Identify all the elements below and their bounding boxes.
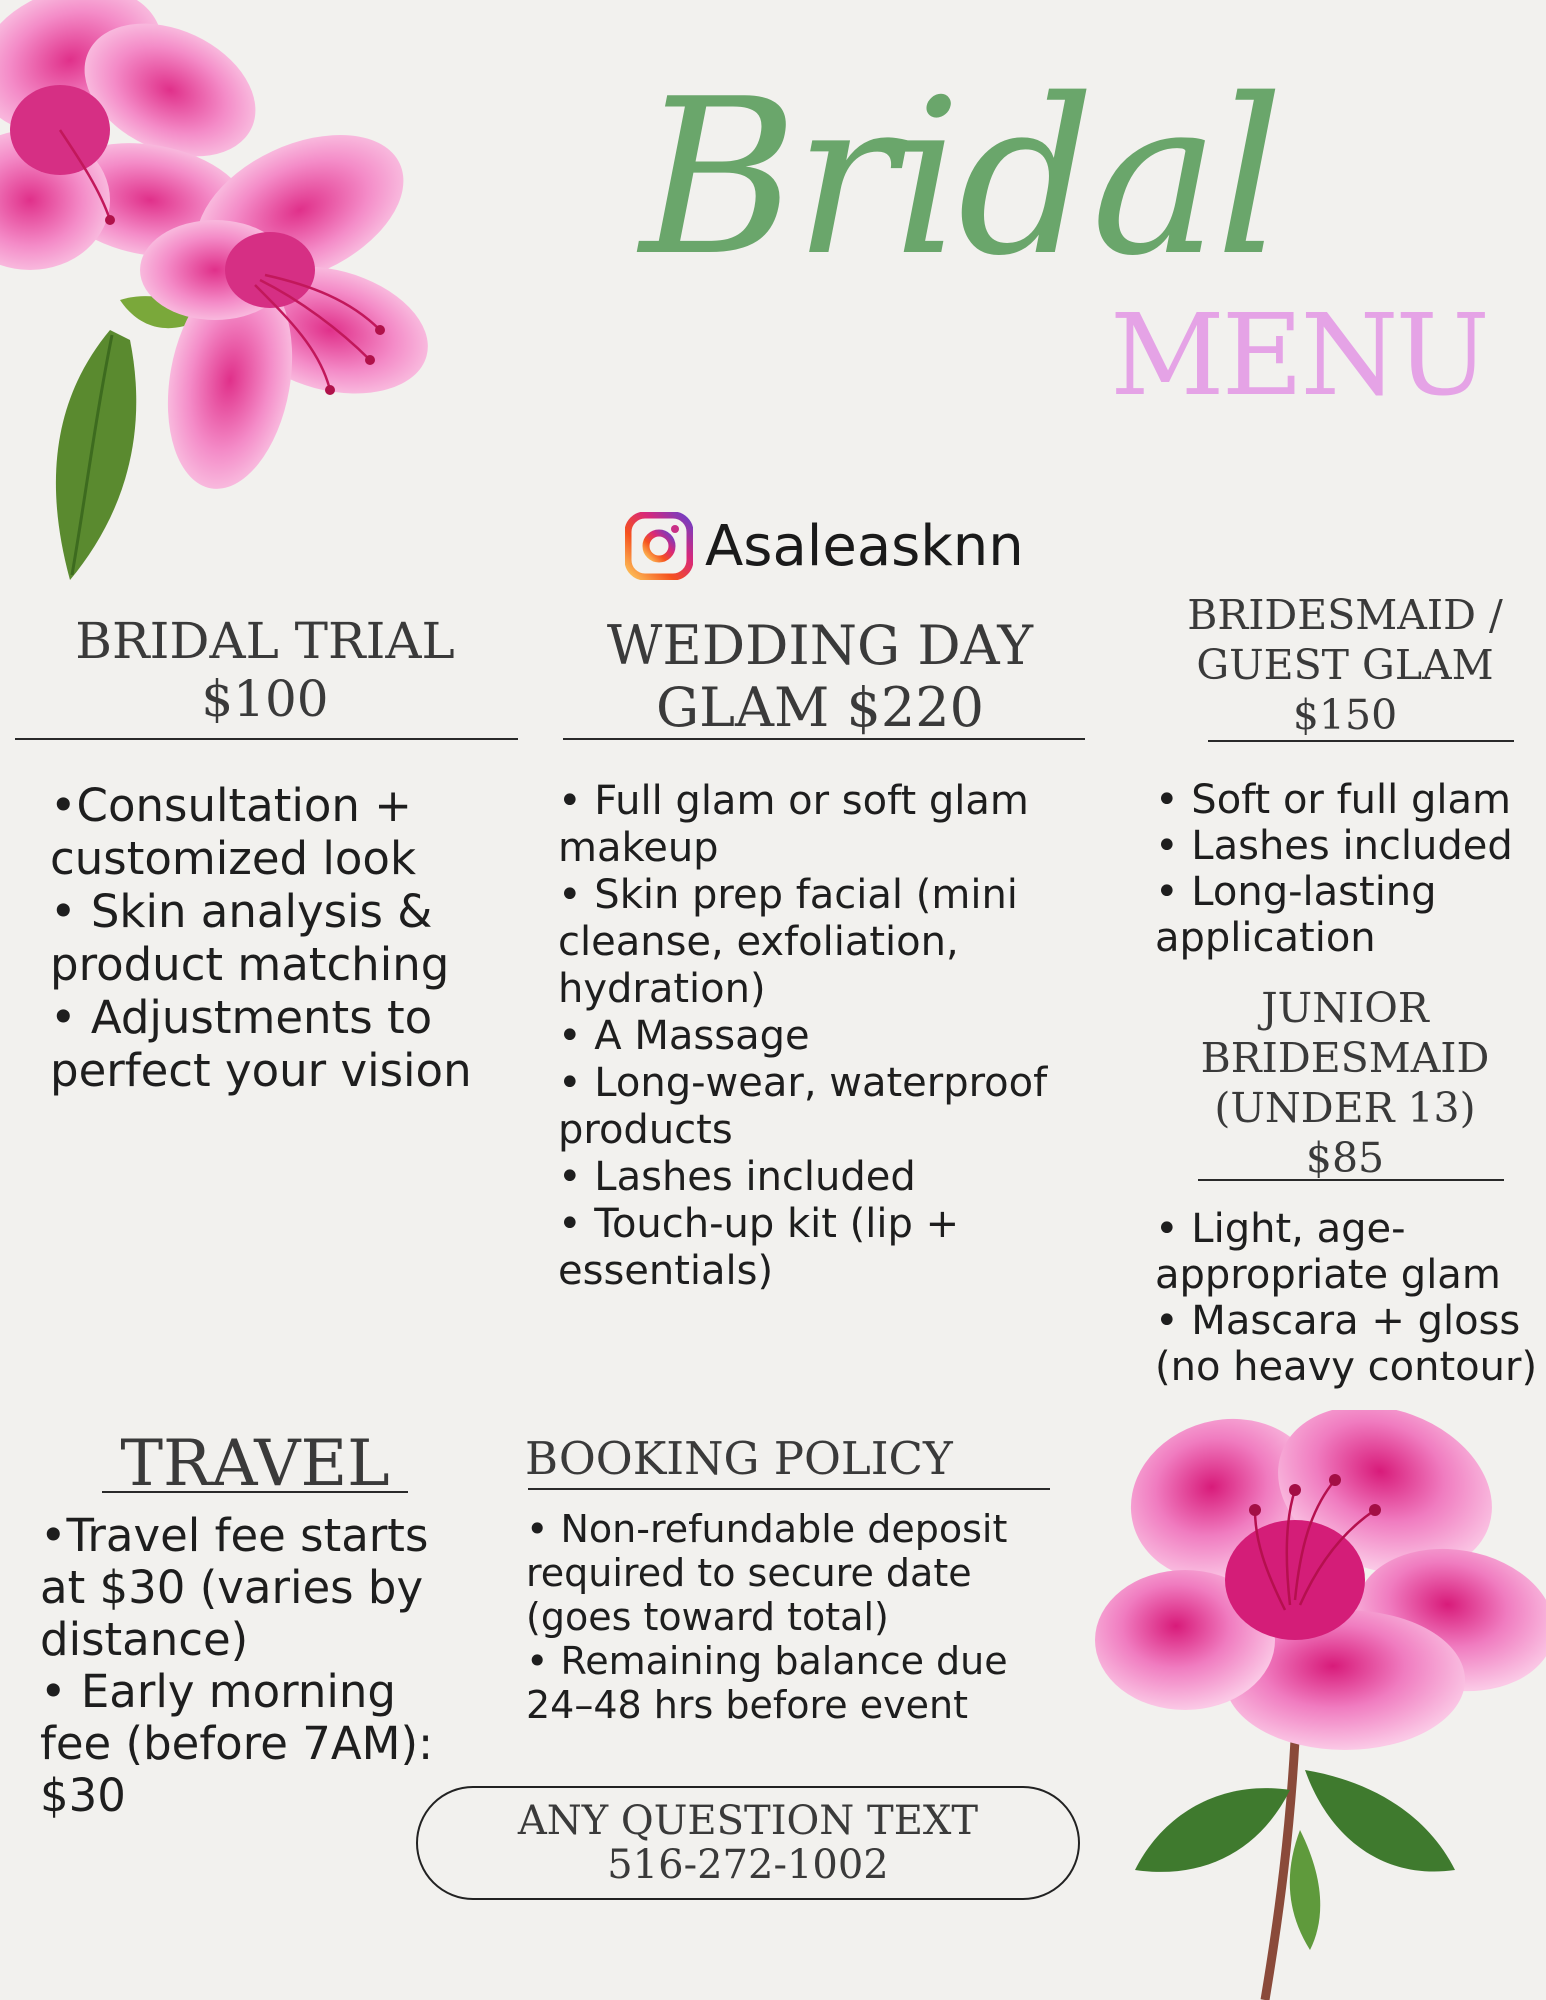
package-items-wedding-day: • Full glam or soft glam makeup • Skin prep facial (mini cleanse, exfoliation, hydration) • A Massage • Long-wear, waterproof products • Lashes included • Touch-up kit (lip + essentials)	[558, 778, 1048, 1294]
package-heading-wedding-day	[560, 615, 1080, 739]
package-name: BRIDESMAID / GUEST GLAM	[1187, 591, 1503, 690]
package-heading-junior-bridesmaid	[1180, 983, 1510, 1183]
travel-heading: TRAVEL	[120, 1427, 390, 1501]
package-price: $85	[1305, 1134, 1385, 1183]
package-heading-bridal-trial	[20, 613, 510, 728]
package-price: $150	[1292, 691, 1398, 740]
package-name: BRIDAL TRIAL	[75, 612, 455, 670]
divider	[563, 738, 1085, 740]
divider	[102, 1491, 408, 1493]
title-script: Bridal	[640, 52, 1281, 303]
package-price: GLAM $220	[656, 676, 984, 740]
divider	[15, 738, 518, 740]
instagram-icon	[625, 512, 693, 580]
divider	[528, 1488, 1050, 1490]
pink-flower-top-left	[0, 0, 440, 590]
package-heading-bridesmaid	[1180, 590, 1510, 740]
package-items-junior-bridesmaid: • Light, age- appropriate glam • Mascara + gloss (no heavy contour)	[1155, 1206, 1538, 1390]
package-items-bridal-trial: •Consultation + customized look • Skin analysis & product matching • Adjustments to perfect your vision	[50, 779, 472, 1097]
contact-phone[interactable]: 516-272-1002	[607, 1842, 889, 1888]
travel-items: •Travel fee starts at $30 (varies by distance) • Early morning fee (before 7AM): $30	[40, 1509, 434, 1822]
booking-policy-items: • Non-refundable deposit required to secure date (goes toward total) • Remaining balance due 24–48 hrs before event	[526, 1507, 1008, 1727]
contact-label: ANY QUESTION TEXT	[517, 1798, 979, 1844]
package-price: $100	[201, 669, 329, 728]
instagram-username: Asaleasknn	[705, 513, 1024, 579]
package-items-bridesmaid: • Soft or full glam • Lashes included • Long-lasting application	[1155, 777, 1513, 961]
instagram-handle-row[interactable]	[625, 508, 1024, 584]
booking-policy-heading: BOOKING POLICY	[525, 1432, 953, 1485]
pink-flower-bottom-right	[1095, 1410, 1546, 2000]
title-menu: MENU	[1110, 291, 1487, 421]
contact-pill[interactable]	[416, 1786, 1080, 1900]
package-name: WEDDING DAY	[606, 614, 1034, 677]
package-name: JUNIOR BRIDESMAID (UNDER 13)	[1200, 984, 1490, 1133]
divider	[1208, 740, 1514, 742]
divider	[1198, 1179, 1504, 1181]
